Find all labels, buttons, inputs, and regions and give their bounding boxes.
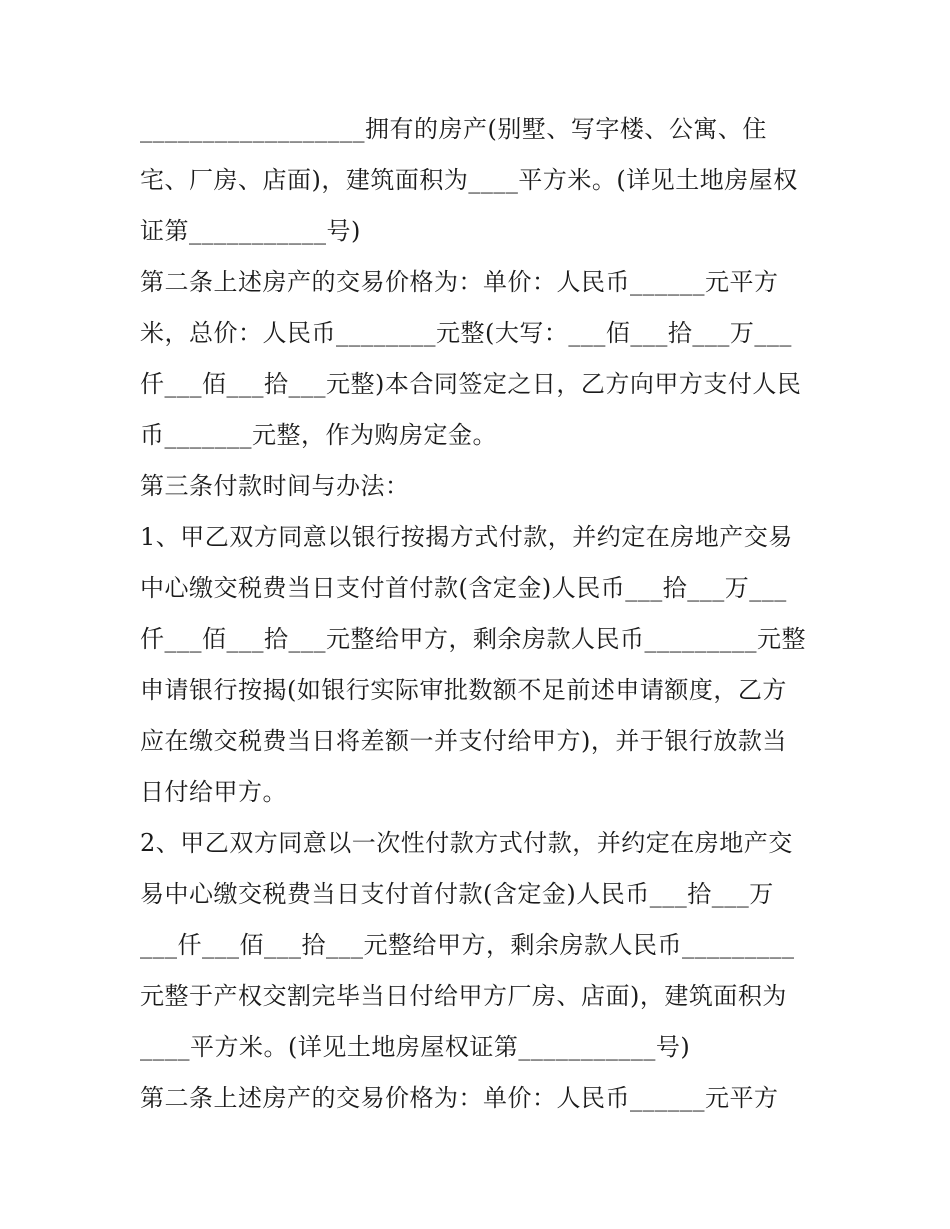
text-line: 申请银行按揭(如银行实际审批数额不足前述申请额度，乙方 <box>140 676 787 704</box>
text-line: 2、甲乙双方同意以一次性付款方式付款，并约定在房地产交 <box>140 829 793 857</box>
text-line: 日付给甲方。 <box>140 778 287 806</box>
text-line: __________________拥有的房产(别墅、写字楼、公寓、住 <box>140 115 767 143</box>
text-line: 应在缴交税费当日将差额一并支付给甲方)，并于银行放款当 <box>140 727 787 755</box>
text-line: 中心缴交税费当日支付首付款(含定金)人民币___拾___万___ <box>140 574 787 602</box>
text-line: 仟___佰___拾___元整给甲方，剩余房款人民币_________元整 <box>140 625 806 653</box>
text-line: 第三条付款时间与办法： <box>140 472 410 500</box>
text-line: 易中心缴交税费当日支付首付款(含定金)人民币___拾___万 <box>140 880 774 908</box>
text-line: 1、甲乙双方同意以银行按揭方式付款，并约定在房地产交易 <box>140 523 793 551</box>
text-line: 第二条上述房产的交易价格为：单价：人民币______元平方 <box>140 1084 779 1112</box>
text-line: 第二条上述房产的交易价格为：单价：人民币______元平方 <box>140 268 779 296</box>
text-line: ___仟___佰___拾___元整给甲方，剩余房款人民币_________ <box>140 931 795 959</box>
text-line: 宅、厂房、店面)，建筑面积为____平方米。(详见土地房屋权 <box>140 166 798 194</box>
contract-text <box>140 104 830 1124</box>
text-line: 元整于产权交割完毕当日付给甲方厂房、店面)，建筑面积为 <box>140 982 787 1010</box>
text-line: 米，总价：人民币________元整(大写：___佰___拾___万___ <box>140 319 792 347</box>
text-line: ____平方米。(详见土地房屋权证第___________号) <box>140 1033 691 1061</box>
text-line: 仟___佰___拾___元整)本合同签定之日，乙方向甲方支付人民 <box>140 370 802 398</box>
text-line: 证第___________号) <box>140 217 361 245</box>
text-line: 币_______元整，作为购房定金。 <box>140 421 497 449</box>
